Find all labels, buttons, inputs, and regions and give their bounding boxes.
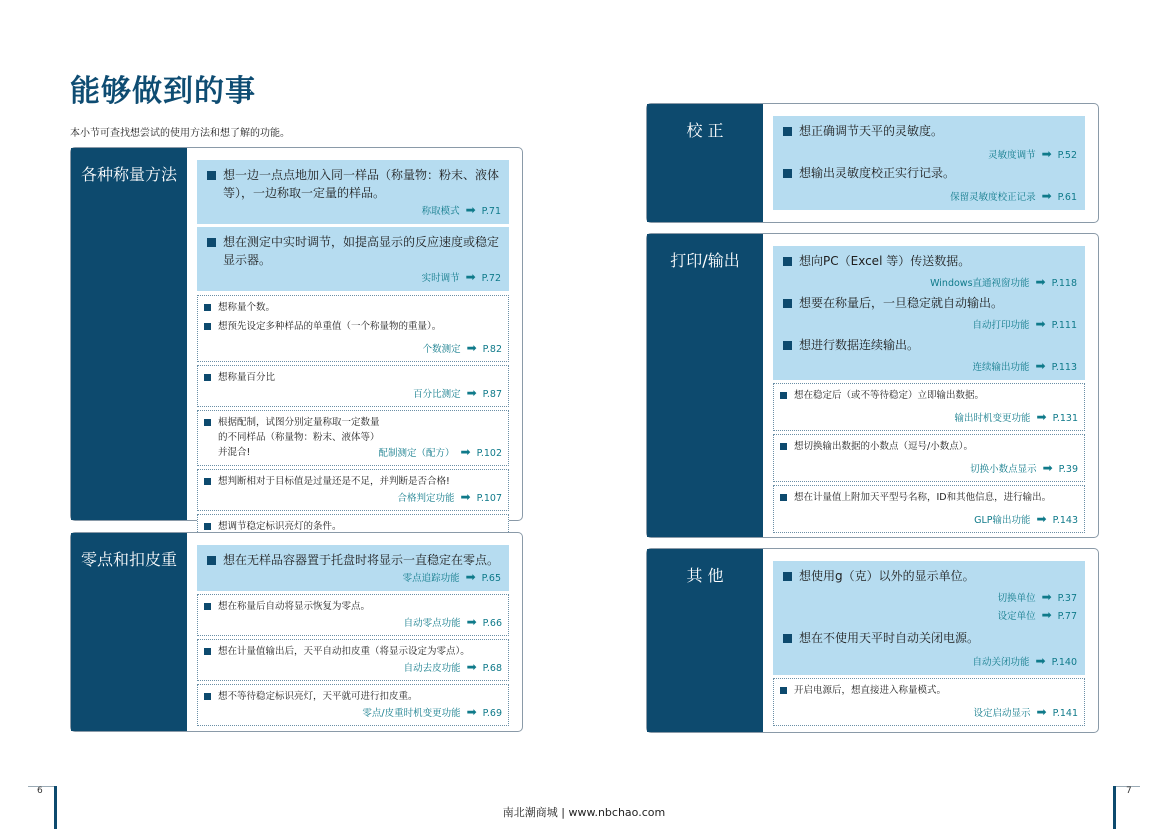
item-text: 想要在称量后，一旦稳定就自动输出。: [783, 294, 1077, 312]
right-arrow-icon: ➡: [460, 490, 471, 504]
right-arrow-icon: ➡: [1036, 410, 1047, 424]
item-text: 想进行数据连续输出。: [783, 336, 1077, 354]
section-heading: 各种称量方法: [71, 148, 187, 520]
item-text: 想使用g（克）以外的显示单位。: [783, 567, 1077, 585]
item-text: 想在测定中实时调节，如提高显示的反应速度或稳定显示器。: [207, 233, 501, 269]
right-arrow-icon: ➡: [466, 705, 477, 719]
dotted-item: [197, 410, 509, 466]
section-zero-tare: [70, 532, 523, 732]
right-arrow-icon: ➡: [1036, 705, 1047, 719]
section-calibration: [646, 103, 1099, 223]
item-text: 想在无样品容器置于托盘时将显示一直稳定在零点。: [207, 551, 501, 569]
item-text: 开启电源后，想直接进入称量模式。: [780, 683, 1078, 698]
right-arrow-icon: ➡: [1035, 654, 1046, 668]
right-arrow-icon: ➡: [465, 270, 476, 284]
dotted-item: [773, 678, 1085, 726]
page-reference[interactable]: 实时调节 ➡ P.72: [421, 270, 501, 284]
page-subtitle: 本小节可查找想尝试的使用方法和想了解的功能。: [70, 128, 290, 139]
page-reference[interactable]: 称取模式 ➡ P.71: [421, 203, 501, 217]
highlight-item: [197, 226, 509, 291]
item-text: 想在称量后自动将显示恢复为零点。: [204, 599, 502, 614]
dotted-item: [773, 383, 1085, 431]
page-reference[interactable]: 自动零点功能 ➡ P.66: [403, 615, 502, 629]
dotted-item: [197, 469, 509, 511]
page-title: 能够做到的事: [70, 74, 256, 109]
page-reference[interactable]: 设定单位 ➡ P.77: [997, 608, 1077, 622]
right-arrow-icon: ➡: [1035, 317, 1046, 331]
left-page-number: 6: [37, 786, 43, 796]
highlight-item: [773, 116, 1085, 210]
right-page-number: 7: [1126, 786, 1132, 796]
right-arrow-icon: ➡: [1041, 147, 1052, 161]
page-reference[interactable]: 连续输出功能 ➡ P.113: [972, 359, 1077, 373]
item-text: 想正确调节天平的灵敏度。: [783, 122, 1077, 140]
right-arrow-icon: ➡: [466, 615, 477, 629]
footer-text: 南北潮商城 | www.nbchao.com: [502, 806, 666, 819]
dotted-item: [197, 365, 509, 407]
item-text: 想调节稳定标识亮灯的条件。: [204, 519, 502, 534]
item-text: 想在计量值上附加天平型号名称，ID和其他信息，进行输出。: [780, 490, 1078, 505]
page-reference[interactable]: 灵敏度调节 ➡ P.52: [988, 147, 1077, 161]
page-reference[interactable]: 配制测定（配方） ➡ P.102: [378, 445, 502, 459]
right-arrow-icon: ➡: [1035, 275, 1046, 289]
page-reference[interactable]: 设定启动显示 ➡ P.141: [973, 705, 1078, 719]
item-text: 想不等待稳定标识亮灯，天平就可进行扣皮重。: [204, 689, 502, 704]
item-text: 想预先设定多种样品的单重值（一个称量物的重量）。: [204, 319, 502, 334]
item-text: 想称量个数。: [204, 300, 502, 315]
right-arrow-icon: ➡: [465, 203, 476, 217]
right-arrow-icon: ➡: [1041, 189, 1052, 203]
right-arrow-icon: ➡: [1042, 461, 1053, 475]
right-arrow-icon: ➡: [466, 341, 477, 355]
section-heading: 零点和扣皮重: [71, 533, 187, 731]
page-reference[interactable]: Windows直通视窗功能 ➡ P.118: [930, 275, 1077, 289]
right-arrow-icon: ➡: [1041, 590, 1052, 604]
page-reference[interactable]: 自动打印功能 ➡ P.111: [972, 317, 1077, 331]
highlight-item: [197, 545, 509, 591]
item-text: 想输出灵敏度校正实行记录。: [783, 164, 1077, 182]
page-reference[interactable]: 输出时机变更功能 ➡ P.131: [954, 410, 1078, 424]
item-text: 根据配制，试图分别定量称取一定数量的不同样品（称量物：粉末、液体等）并混合!: [204, 415, 502, 460]
dotted-item: [197, 594, 509, 636]
highlight-item: [773, 561, 1085, 675]
highlight-item: [197, 160, 509, 224]
section-print-output: [646, 233, 1099, 538]
dotted-item: [197, 295, 509, 362]
page-reference[interactable]: 切换小数点显示 ➡ P.39: [970, 461, 1078, 475]
page-reference[interactable]: 个数测定 ➡ P.82: [422, 341, 502, 355]
page-reference[interactable]: 百分比测定 ➡ P.87: [413, 386, 502, 400]
highlight-item: [773, 246, 1085, 380]
item-text: 想向PC（Excel 等）传送数据。: [783, 252, 1077, 270]
section-heading: 打印/输出: [647, 234, 763, 537]
dotted-item: [773, 434, 1085, 482]
right-arrow-icon: ➡: [1036, 512, 1047, 526]
page-reference[interactable]: 切换单位 ➡ P.37: [997, 590, 1077, 604]
section-other: [646, 548, 1099, 733]
item-text: 想在不使用天平时自动关闭电源。: [783, 629, 1077, 647]
right-arrow-icon: ➡: [1041, 608, 1052, 622]
right-arrow-icon: ➡: [460, 445, 471, 459]
right-arrow-icon: ➡: [466, 660, 477, 674]
page-reference[interactable]: 自动关闭功能 ➡ P.140: [972, 654, 1077, 668]
right-arrow-icon: ➡: [466, 386, 477, 400]
item-text: 想在计量值输出后，天平自动扣皮重（将显示设定为零点）。: [204, 644, 502, 659]
page-reference[interactable]: 零点/皮重时机变更功能 ➡ P.69: [362, 705, 502, 719]
item-text: 想判断相对于目标值是过量还是不足，并判断是否合格!: [204, 474, 502, 489]
page-reference[interactable]: 零点追踪功能 ➡ P.65: [402, 570, 501, 584]
page-reference[interactable]: 合格判定功能 ➡ P.107: [397, 490, 502, 504]
page-reference[interactable]: GLP输出功能 ➡ P.143: [974, 512, 1078, 526]
item-text: 想一边一点点地加入同一样品（称量物：粉末、液体等），一边称取一定量的样品。: [207, 166, 501, 202]
dotted-item: [773, 485, 1085, 533]
dotted-item: [197, 684, 509, 726]
dotted-item: [197, 639, 509, 681]
section-heading: 校 正: [647, 104, 763, 222]
item-text: 想在稳定后（或不等待稳定）立即输出数据。: [780, 388, 1078, 403]
item-text: 想称量百分比: [204, 370, 502, 385]
item-text: 想切换输出数据的小数点（逗号/小数点）。: [780, 439, 1078, 454]
right-arrow-icon: ➡: [1035, 359, 1046, 373]
page-reference[interactable]: 保留灵敏度校正记录 ➡ P.61: [950, 189, 1077, 203]
section-heading: 其 他: [647, 549, 763, 732]
page-reference[interactable]: 自动去皮功能 ➡ P.68: [403, 660, 502, 674]
right-arrow-icon: ➡: [465, 570, 476, 584]
section-weighing-methods: [70, 147, 523, 532]
